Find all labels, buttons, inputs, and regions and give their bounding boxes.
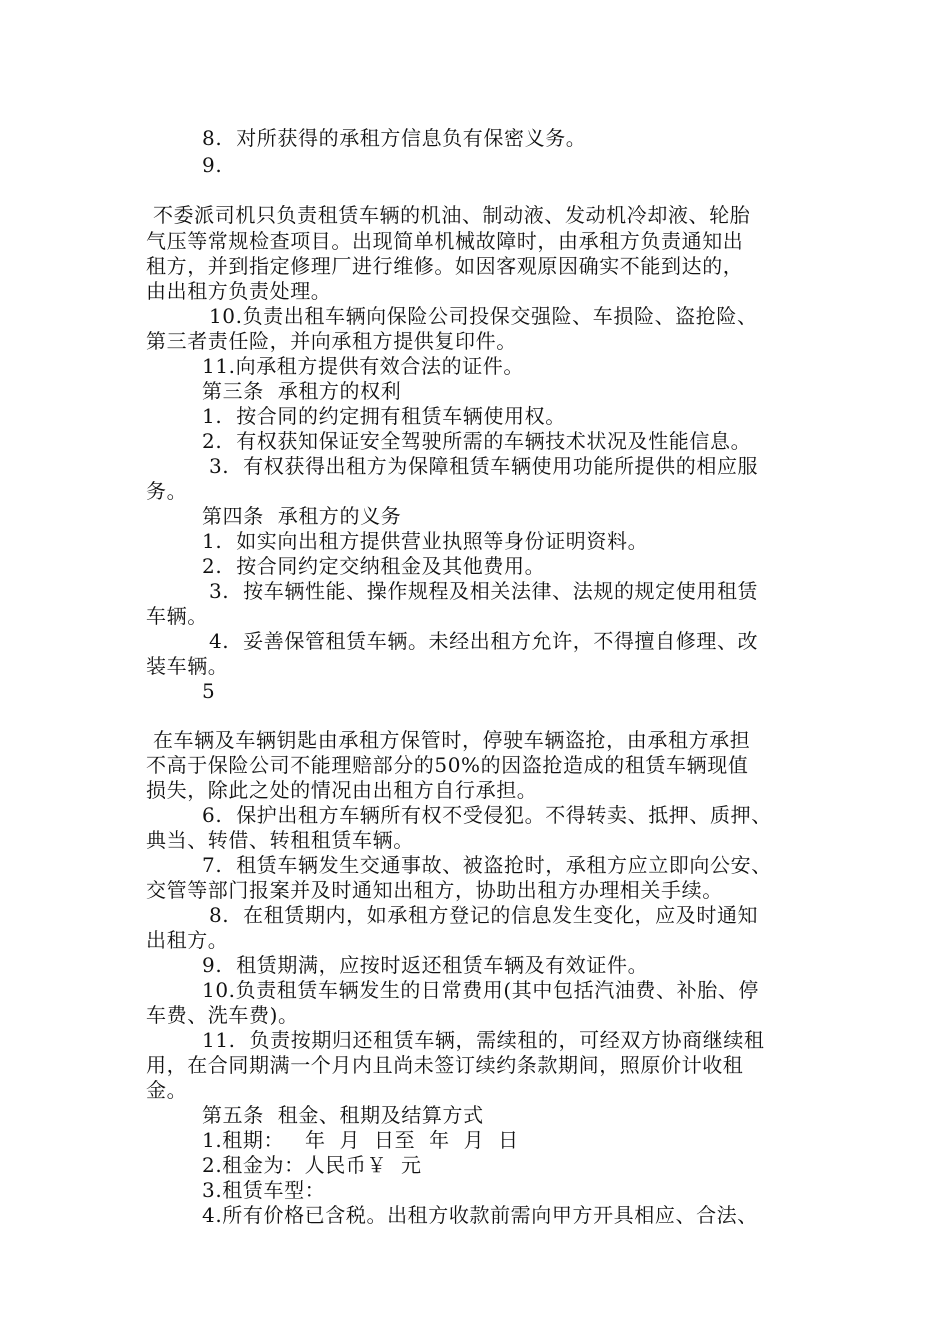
text-line: 务。 bbox=[146, 479, 188, 503]
text-line: 车辆。 bbox=[146, 604, 208, 628]
text-line: 车费、洗车费)。 bbox=[146, 1003, 299, 1027]
text-line: 第三者责任险，并向承租方提供复印件。 bbox=[146, 329, 517, 353]
text-line: 由出租方负责处理。 bbox=[146, 279, 332, 303]
section-heading: 第五条 租金、租期及结算方式 bbox=[202, 1103, 484, 1127]
text-line: 9. 租赁期满，应按时返还租赁车辆及有效证件。 bbox=[202, 953, 649, 977]
text-line: 7. 租赁车辆发生交通事故、被盗抢时，承租方应立即向公安、 bbox=[202, 853, 772, 877]
text-line: 1. 按合同的约定拥有租赁车辆使用权。 bbox=[202, 404, 566, 428]
text-line: 3. 按车辆性能、操作规程及相关法律、法规的规定使用租赁 bbox=[202, 579, 759, 603]
text-line: 用，在合同期满一个月内且尚未签订续约条款期间，照原价计收租 bbox=[146, 1053, 744, 1077]
text-line: 1.租期： 年 月 日至 年 月 日 bbox=[202, 1128, 519, 1152]
text-line: 10.负责租赁车辆发生的日常费用(其中包括汽油费、补胎、停 bbox=[202, 978, 760, 1002]
text-line: 3.租赁车型： bbox=[202, 1178, 326, 1202]
text-line: 2.租金为：人民币￥ 元 bbox=[202, 1153, 422, 1177]
text-line: 4. 妥善保管租赁车辆。未经出租方允许，不得擅自修理、改 bbox=[202, 629, 759, 653]
text-line: 4.所有价格已含税。出租方收款前需向甲方开具相应、合法、 bbox=[202, 1203, 758, 1227]
section-heading: 第三条 承租方的权利 bbox=[202, 379, 402, 403]
text-line: 在车辆及车辆钥匙由承租方保管时，停驶车辆盗抢，由承租方承担 bbox=[146, 728, 751, 752]
section-heading: 第四条 承租方的义务 bbox=[202, 504, 402, 528]
text-line: 5 bbox=[202, 679, 216, 703]
text-line: 装车辆。 bbox=[146, 654, 229, 678]
text-line: 气压等常规检查项目。出现简单机械故障时，由承租方负责通知出 bbox=[146, 229, 744, 253]
text-line: 交管等部门报案并及时通知出租方，协助出租方办理相关手续。 bbox=[146, 878, 723, 902]
text-line: 2. 按合同约定交纳租金及其他费用。 bbox=[202, 554, 546, 578]
text-line: 不委派司机只负责租赁车辆的机油、制动液、发动机冷却液、轮胎 bbox=[146, 203, 751, 227]
text-line: 租方，并到指定修理厂进行维修。如因客观原因确实不能到达的， bbox=[146, 254, 744, 278]
text-line: 出租方。 bbox=[146, 928, 229, 952]
text-line: 11.向承租方提供有效合法的证件。 bbox=[202, 354, 525, 378]
text-line: 8. 在租赁期内，如承租方登记的信息发生变化，应及时通知 bbox=[202, 903, 759, 927]
text-line: 10.负责出租车辆向保险公司投保交强险、车损险、盗抢险、 bbox=[202, 304, 758, 328]
text-line: 不高于保险公司不能理赔部分的50%的因盗抢造成的租赁车辆现值 bbox=[146, 753, 749, 777]
text-line: 6. 保护出租方车辆所有权不受侵犯。不得转卖、抵押、质押、 bbox=[202, 803, 772, 827]
text-line: 8. 对所获得的承租方信息负有保密义务。 bbox=[202, 126, 587, 150]
text-line: 2. 有权获知保证安全驾驶所需的车辆技术状况及性能信息。 bbox=[202, 429, 752, 453]
text-line: 损失，除此之处的情况由出租方自行承担。 bbox=[146, 778, 538, 802]
text-line: 典当、转借、转租租赁车辆。 bbox=[146, 828, 414, 852]
text-line: 9. bbox=[202, 153, 223, 177]
text-line: 11. 负责按期归还租赁车辆，需续租的，可经双方协商继续租 bbox=[202, 1028, 765, 1052]
text-line: 1. 如实向出租方提供营业执照等身份证明资料。 bbox=[202, 529, 649, 553]
text-line: 金。 bbox=[146, 1078, 188, 1102]
text-line: 3. 有权获得出租方为保障租赁车辆使用功能所提供的相应服 bbox=[202, 454, 759, 478]
